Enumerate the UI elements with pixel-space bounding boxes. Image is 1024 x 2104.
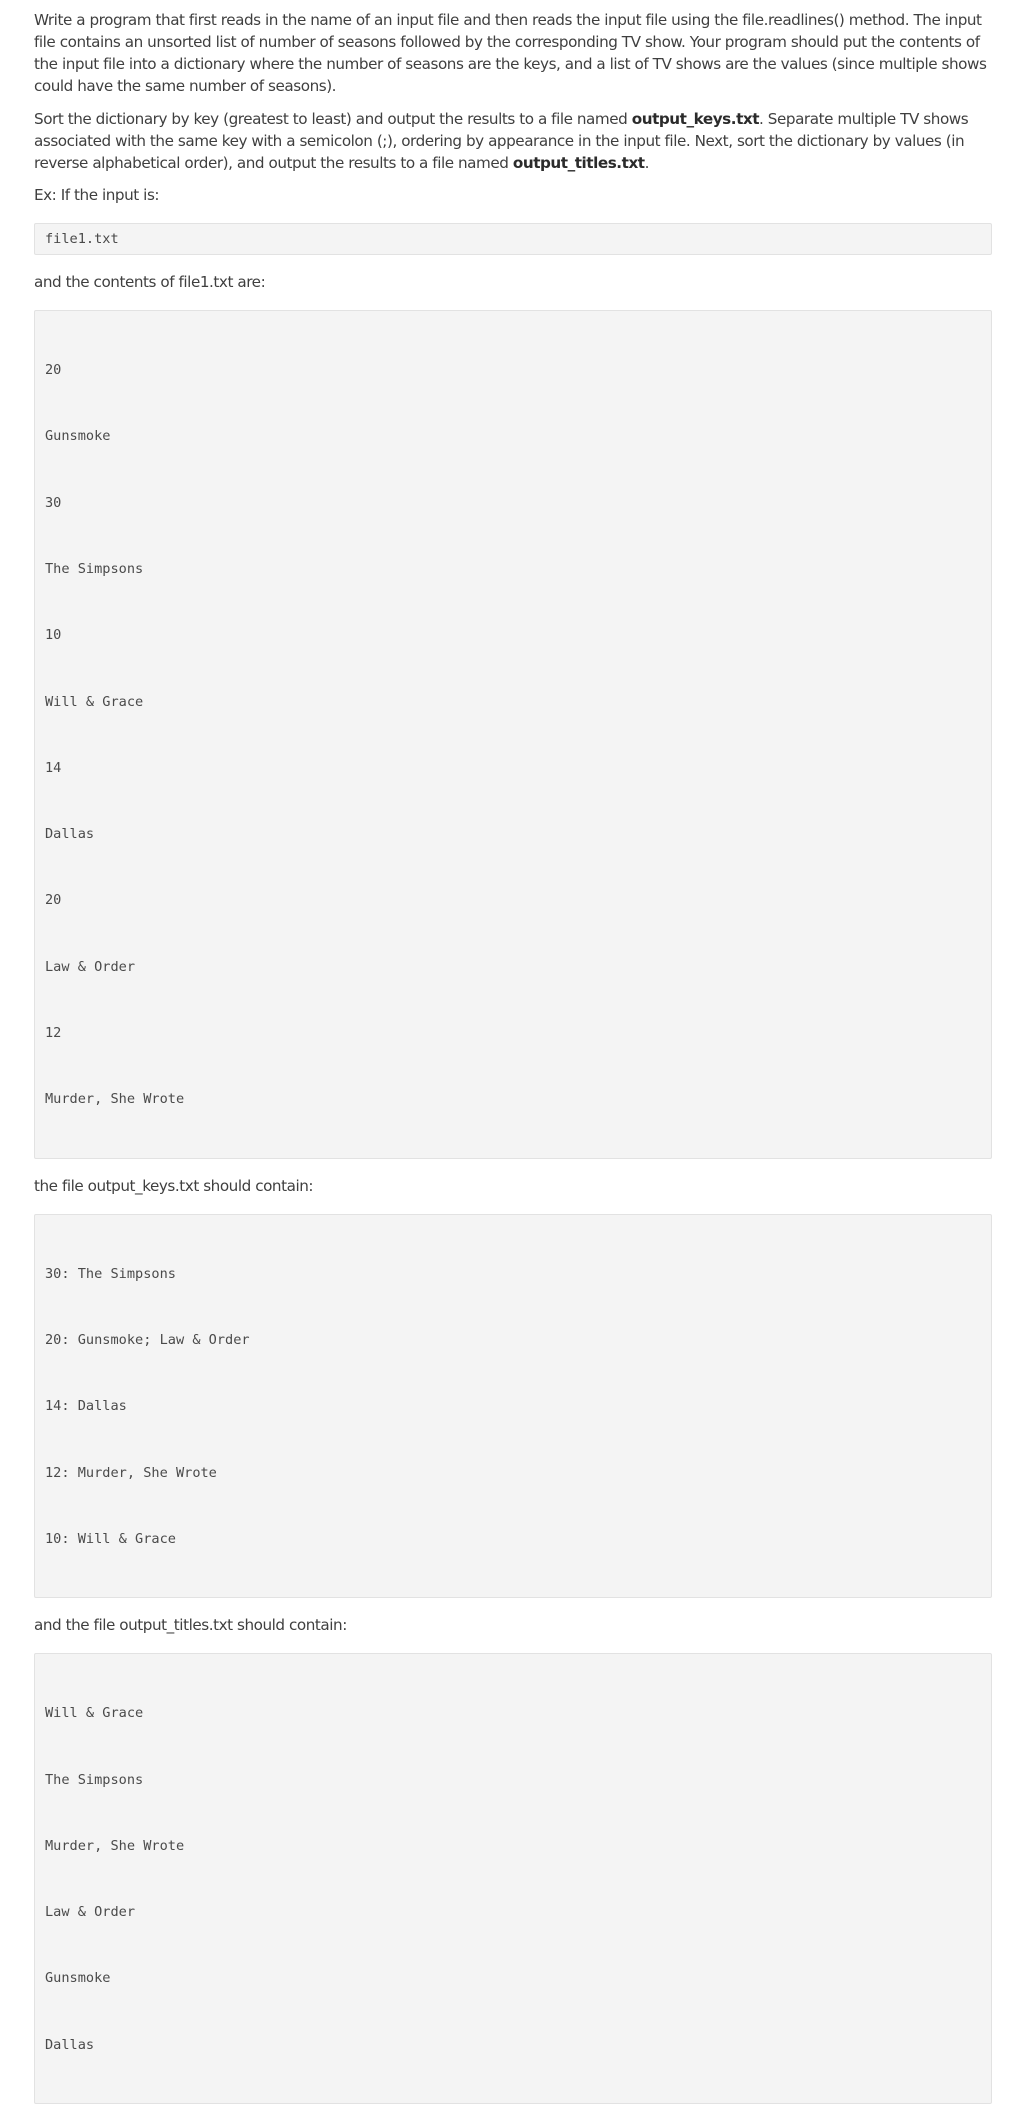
code-line: Will & Grace bbox=[45, 693, 144, 710]
output-titles-block bbox=[34, 1653, 992, 2104]
code-line: The Simpsons bbox=[45, 561, 144, 578]
code-line: 14 bbox=[45, 759, 62, 776]
code-line: 14: Dallas bbox=[45, 1398, 127, 1415]
sorting-paragraph bbox=[34, 108, 992, 174]
code-line: 12: Murder, She Wrote bbox=[45, 1464, 217, 1481]
output-titles-filename: output_titles.txt bbox=[512, 154, 645, 172]
code-line: 20: Gunsmoke; Law & Order bbox=[45, 1332, 250, 1349]
contents-intro: and the contents of file1.txt are: bbox=[34, 273, 266, 291]
code-line: 20 bbox=[45, 892, 62, 909]
code-line: 10 bbox=[45, 627, 62, 644]
titles-intro: and the file output_titles.txt should contain: bbox=[34, 1616, 347, 1635]
sorting-text-3: . bbox=[644, 154, 649, 172]
example-intro: Ex: If the input is: bbox=[34, 186, 160, 204]
code-line: Murder, She Wrote bbox=[45, 1837, 185, 1854]
code-line: 20 bbox=[45, 362, 62, 379]
problem-statement bbox=[34, 9, 992, 2104]
code-line: Gunsmoke bbox=[45, 428, 111, 445]
intro-paragraph: Write a program that first reads in the name of an input file and then reads the input file using the file.readlines() method. The input file contains an unsorted list of number of seasons followed by the corresponding TV show. Your program should put the contents of the input file into a dictionary where the number of seasons are the keys, and a list of TV shows are the values (since multiple shows could have the same number of seasons). bbox=[34, 11, 987, 95]
output-keys-block bbox=[34, 1214, 992, 1599]
code-line: Dallas bbox=[45, 826, 95, 843]
input-example-block bbox=[34, 223, 992, 255]
file-contents-block bbox=[34, 310, 992, 1159]
code-line: file1.txt bbox=[45, 231, 119, 247]
keys-intro: the file output_keys.txt should contain: bbox=[34, 1176, 314, 1195]
code-line: Law & Order bbox=[45, 1904, 136, 1921]
sorting-text-2: . Separate multiple TV shows associated with the same key with a semicolon (;), ordering by appearance in the input file. Next, sort the dictionary by values (in reverse alphabetical order), and output the results to a file named bbox=[34, 110, 969, 172]
code-line: 30: The Simpsons bbox=[45, 1265, 176, 1282]
code-line: Will & Grace bbox=[45, 1705, 144, 1722]
code-line: Law & Order bbox=[45, 958, 136, 975]
sorting-text-1: Sort the dictionary by key (greatest to least) and output the results to a file named bbox=[34, 110, 632, 128]
code-line: The Simpsons bbox=[45, 1771, 144, 1788]
code-line: Gunsmoke bbox=[45, 1970, 111, 1987]
code-line: 12 bbox=[45, 1025, 62, 1041]
code-line: Dallas bbox=[45, 2036, 95, 2053]
code-line: Murder, She Wrote bbox=[45, 1091, 185, 1108]
output-keys-filename: output_keys.txt bbox=[631, 110, 760, 128]
code-line: 30 bbox=[45, 494, 62, 511]
code-line: 10: Will & Grace bbox=[45, 1530, 176, 1547]
